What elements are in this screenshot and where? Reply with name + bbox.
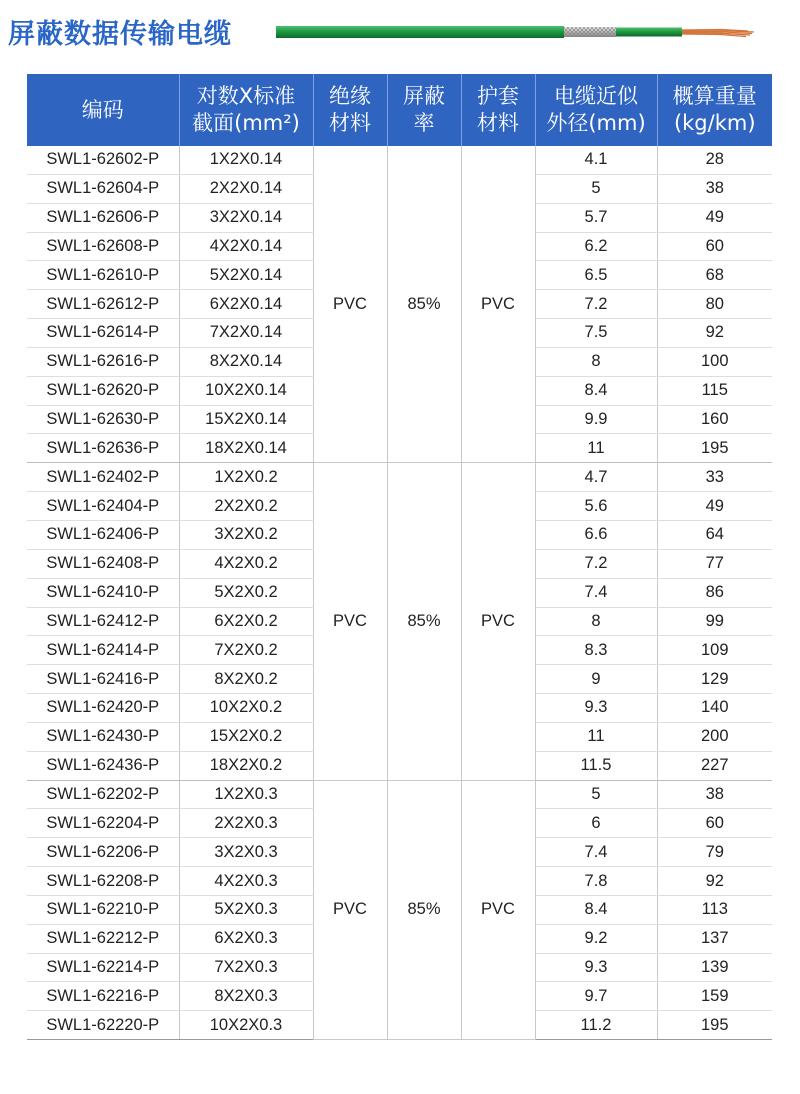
cell-spec: 10X2X0.3 bbox=[179, 1011, 313, 1040]
cell-diameter: 6.5 bbox=[535, 261, 657, 290]
cell-diameter: 9.7 bbox=[535, 982, 657, 1011]
cell-code: SWL1-62214-P bbox=[27, 953, 179, 982]
cell-weight: 28 bbox=[657, 146, 772, 174]
cell-spec: 5X2X0.3 bbox=[179, 895, 313, 924]
cell-weight: 160 bbox=[657, 405, 772, 434]
cell-diameter: 5.6 bbox=[535, 492, 657, 521]
cable-image bbox=[276, 24, 776, 44]
cell-code: SWL1-62202-P bbox=[27, 780, 179, 809]
cell-weight: 60 bbox=[657, 232, 772, 261]
cell-spec: 7X2X0.3 bbox=[179, 953, 313, 982]
cell-code: SWL1-62608-P bbox=[27, 232, 179, 261]
cell-insulation: PVC bbox=[313, 146, 387, 463]
cell-diameter: 9.9 bbox=[535, 405, 657, 434]
cell-spec: 7X2X0.2 bbox=[179, 636, 313, 665]
page-title: 屏蔽数据传输电缆 bbox=[8, 19, 232, 50]
cell-code: SWL1-62602-P bbox=[27, 146, 179, 174]
cell-diameter: 9.3 bbox=[535, 694, 657, 723]
cell-spec: 6X2X0.3 bbox=[179, 924, 313, 953]
cell-diameter: 8.4 bbox=[535, 895, 657, 924]
cell-code: SWL1-62410-P bbox=[27, 578, 179, 607]
cell-weight: 64 bbox=[657, 520, 772, 549]
col-header-insulation: 绝缘 材料 bbox=[313, 74, 387, 146]
cell-shield-rate: 85% bbox=[387, 780, 461, 1040]
cell-shield-rate: 85% bbox=[387, 463, 461, 780]
cell-spec: 15X2X0.2 bbox=[179, 722, 313, 751]
table-row bbox=[27, 463, 772, 492]
cell-code: SWL1-62636-P bbox=[27, 434, 179, 463]
col-header-shield: 屏蔽 率 bbox=[387, 74, 461, 146]
cell-diameter: 11.2 bbox=[535, 1011, 657, 1040]
cell-weight: 140 bbox=[657, 694, 772, 723]
cell-diameter: 8 bbox=[535, 347, 657, 376]
cell-weight: 86 bbox=[657, 578, 772, 607]
cell-diameter: 9.2 bbox=[535, 924, 657, 953]
cell-spec: 3X2X0.14 bbox=[179, 203, 313, 232]
cell-weight: 77 bbox=[657, 549, 772, 578]
cell-diameter: 8.3 bbox=[535, 636, 657, 665]
cell-diameter: 4.7 bbox=[535, 463, 657, 492]
cell-code: SWL1-62606-P bbox=[27, 203, 179, 232]
cell-diameter: 9.3 bbox=[535, 953, 657, 982]
cell-code: SWL1-62620-P bbox=[27, 376, 179, 405]
cell-code: SWL1-62616-P bbox=[27, 347, 179, 376]
cell-code: SWL1-62406-P bbox=[27, 520, 179, 549]
cell-spec: 8X2X0.2 bbox=[179, 665, 313, 694]
copper-strands bbox=[682, 30, 754, 37]
col-header-sheath: 护套 材料 bbox=[461, 74, 535, 146]
col-header-code: 编码 bbox=[27, 74, 179, 146]
cell-spec: 10X2X0.2 bbox=[179, 694, 313, 723]
cell-code: SWL1-62436-P bbox=[27, 751, 179, 780]
cell-weight: 195 bbox=[657, 434, 772, 463]
cell-sheath: PVC bbox=[461, 780, 535, 1040]
cell-shield-rate: 85% bbox=[387, 146, 461, 463]
cell-spec: 8X2X0.14 bbox=[179, 347, 313, 376]
cell-weight: 60 bbox=[657, 809, 772, 838]
col-header-diameter: 电缆近似 外径(mm) bbox=[535, 74, 657, 146]
cell-spec: 4X2X0.3 bbox=[179, 867, 313, 896]
cell-sheath: PVC bbox=[461, 463, 535, 780]
cell-insulation: PVC bbox=[313, 780, 387, 1040]
col-header-weight: 概算重量 (kg/km) bbox=[657, 74, 772, 146]
cell-weight: 227 bbox=[657, 751, 772, 780]
cell-spec: 10X2X0.14 bbox=[179, 376, 313, 405]
cell-spec: 5X2X0.14 bbox=[179, 261, 313, 290]
cell-spec: 1X2X0.2 bbox=[179, 463, 313, 492]
cell-code: SWL1-62404-P bbox=[27, 492, 179, 521]
cell-spec: 18X2X0.14 bbox=[179, 434, 313, 463]
cell-weight: 195 bbox=[657, 1011, 772, 1040]
table-body bbox=[27, 146, 772, 1040]
cell-code: SWL1-62416-P bbox=[27, 665, 179, 694]
cell-code: SWL1-62402-P bbox=[27, 463, 179, 492]
table-row bbox=[27, 146, 772, 174]
cell-weight: 139 bbox=[657, 953, 772, 982]
cell-spec: 8X2X0.3 bbox=[179, 982, 313, 1011]
cell-diameter: 7.4 bbox=[535, 838, 657, 867]
table-row bbox=[27, 780, 772, 809]
cell-spec: 1X2X0.14 bbox=[179, 146, 313, 174]
cell-spec: 3X2X0.2 bbox=[179, 520, 313, 549]
cell-diameter: 4.1 bbox=[535, 146, 657, 174]
cell-weight: 38 bbox=[657, 780, 772, 809]
cell-spec: 1X2X0.3 bbox=[179, 780, 313, 809]
cell-diameter: 11.5 bbox=[535, 751, 657, 780]
cell-code: SWL1-62430-P bbox=[27, 722, 179, 751]
cell-diameter: 11 bbox=[535, 722, 657, 751]
cell-code: SWL1-62420-P bbox=[27, 694, 179, 723]
table-header bbox=[27, 74, 772, 146]
cable-jacket bbox=[276, 26, 564, 38]
cell-diameter: 9 bbox=[535, 665, 657, 694]
cell-code: SWL1-62414-P bbox=[27, 636, 179, 665]
cell-spec: 5X2X0.2 bbox=[179, 578, 313, 607]
cell-code: SWL1-62412-P bbox=[27, 607, 179, 636]
cell-weight: 38 bbox=[657, 174, 772, 203]
cell-weight: 79 bbox=[657, 838, 772, 867]
cell-code: SWL1-62630-P bbox=[27, 405, 179, 434]
cell-diameter: 7.5 bbox=[535, 319, 657, 348]
cell-spec: 15X2X0.14 bbox=[179, 405, 313, 434]
cell-code: SWL1-62204-P bbox=[27, 809, 179, 838]
cell-diameter: 5 bbox=[535, 780, 657, 809]
cell-diameter: 7.2 bbox=[535, 290, 657, 319]
cell-weight: 109 bbox=[657, 636, 772, 665]
cell-weight: 137 bbox=[657, 924, 772, 953]
cell-code: SWL1-62612-P bbox=[27, 290, 179, 319]
cell-weight: 129 bbox=[657, 665, 772, 694]
cell-diameter: 6.2 bbox=[535, 232, 657, 261]
cell-weight: 99 bbox=[657, 607, 772, 636]
cell-diameter: 8 bbox=[535, 607, 657, 636]
cell-weight: 92 bbox=[657, 319, 772, 348]
cell-spec: 3X2X0.3 bbox=[179, 838, 313, 867]
cell-weight: 33 bbox=[657, 463, 772, 492]
cell-weight: 49 bbox=[657, 492, 772, 521]
cell-spec: 4X2X0.14 bbox=[179, 232, 313, 261]
cell-weight: 115 bbox=[657, 376, 772, 405]
spec-table bbox=[27, 74, 772, 1040]
cell-code: SWL1-62220-P bbox=[27, 1011, 179, 1040]
cell-weight: 49 bbox=[657, 203, 772, 232]
col-header-spec: 对数X标准 截面(mm²) bbox=[179, 74, 313, 146]
cell-code: SWL1-62206-P bbox=[27, 838, 179, 867]
cell-diameter: 8.4 bbox=[535, 376, 657, 405]
cell-diameter: 7.2 bbox=[535, 549, 657, 578]
cell-spec: 6X2X0.14 bbox=[179, 290, 313, 319]
cell-spec: 2X2X0.14 bbox=[179, 174, 313, 203]
cell-weight: 100 bbox=[657, 347, 772, 376]
cell-weight: 113 bbox=[657, 895, 772, 924]
cell-spec: 7X2X0.14 bbox=[179, 319, 313, 348]
cell-weight: 80 bbox=[657, 290, 772, 319]
cable-inner-insulation bbox=[616, 28, 682, 37]
cell-code: SWL1-62408-P bbox=[27, 549, 179, 578]
cell-code: SWL1-62212-P bbox=[27, 924, 179, 953]
cell-code: SWL1-62610-P bbox=[27, 261, 179, 290]
cell-code: SWL1-62216-P bbox=[27, 982, 179, 1011]
cell-diameter: 11 bbox=[535, 434, 657, 463]
cell-diameter: 6.6 bbox=[535, 520, 657, 549]
cell-spec: 4X2X0.2 bbox=[179, 549, 313, 578]
cell-insulation: PVC bbox=[313, 463, 387, 780]
cell-spec: 18X2X0.2 bbox=[179, 751, 313, 780]
cell-diameter: 6 bbox=[535, 809, 657, 838]
cell-code: SWL1-62210-P bbox=[27, 895, 179, 924]
cell-code: SWL1-62614-P bbox=[27, 319, 179, 348]
cell-weight: 68 bbox=[657, 261, 772, 290]
cell-sheath: PVC bbox=[461, 146, 535, 463]
cell-weight: 159 bbox=[657, 982, 772, 1011]
cell-weight: 200 bbox=[657, 722, 772, 751]
cell-code: SWL1-62604-P bbox=[27, 174, 179, 203]
cell-spec: 2X2X0.3 bbox=[179, 809, 313, 838]
cell-spec: 6X2X0.2 bbox=[179, 607, 313, 636]
cell-code: SWL1-62208-P bbox=[27, 867, 179, 896]
cell-weight: 92 bbox=[657, 867, 772, 896]
cell-spec: 2X2X0.2 bbox=[179, 492, 313, 521]
cell-diameter: 7.8 bbox=[535, 867, 657, 896]
cell-diameter: 5 bbox=[535, 174, 657, 203]
cell-diameter: 7.4 bbox=[535, 578, 657, 607]
cell-diameter: 5.7 bbox=[535, 203, 657, 232]
